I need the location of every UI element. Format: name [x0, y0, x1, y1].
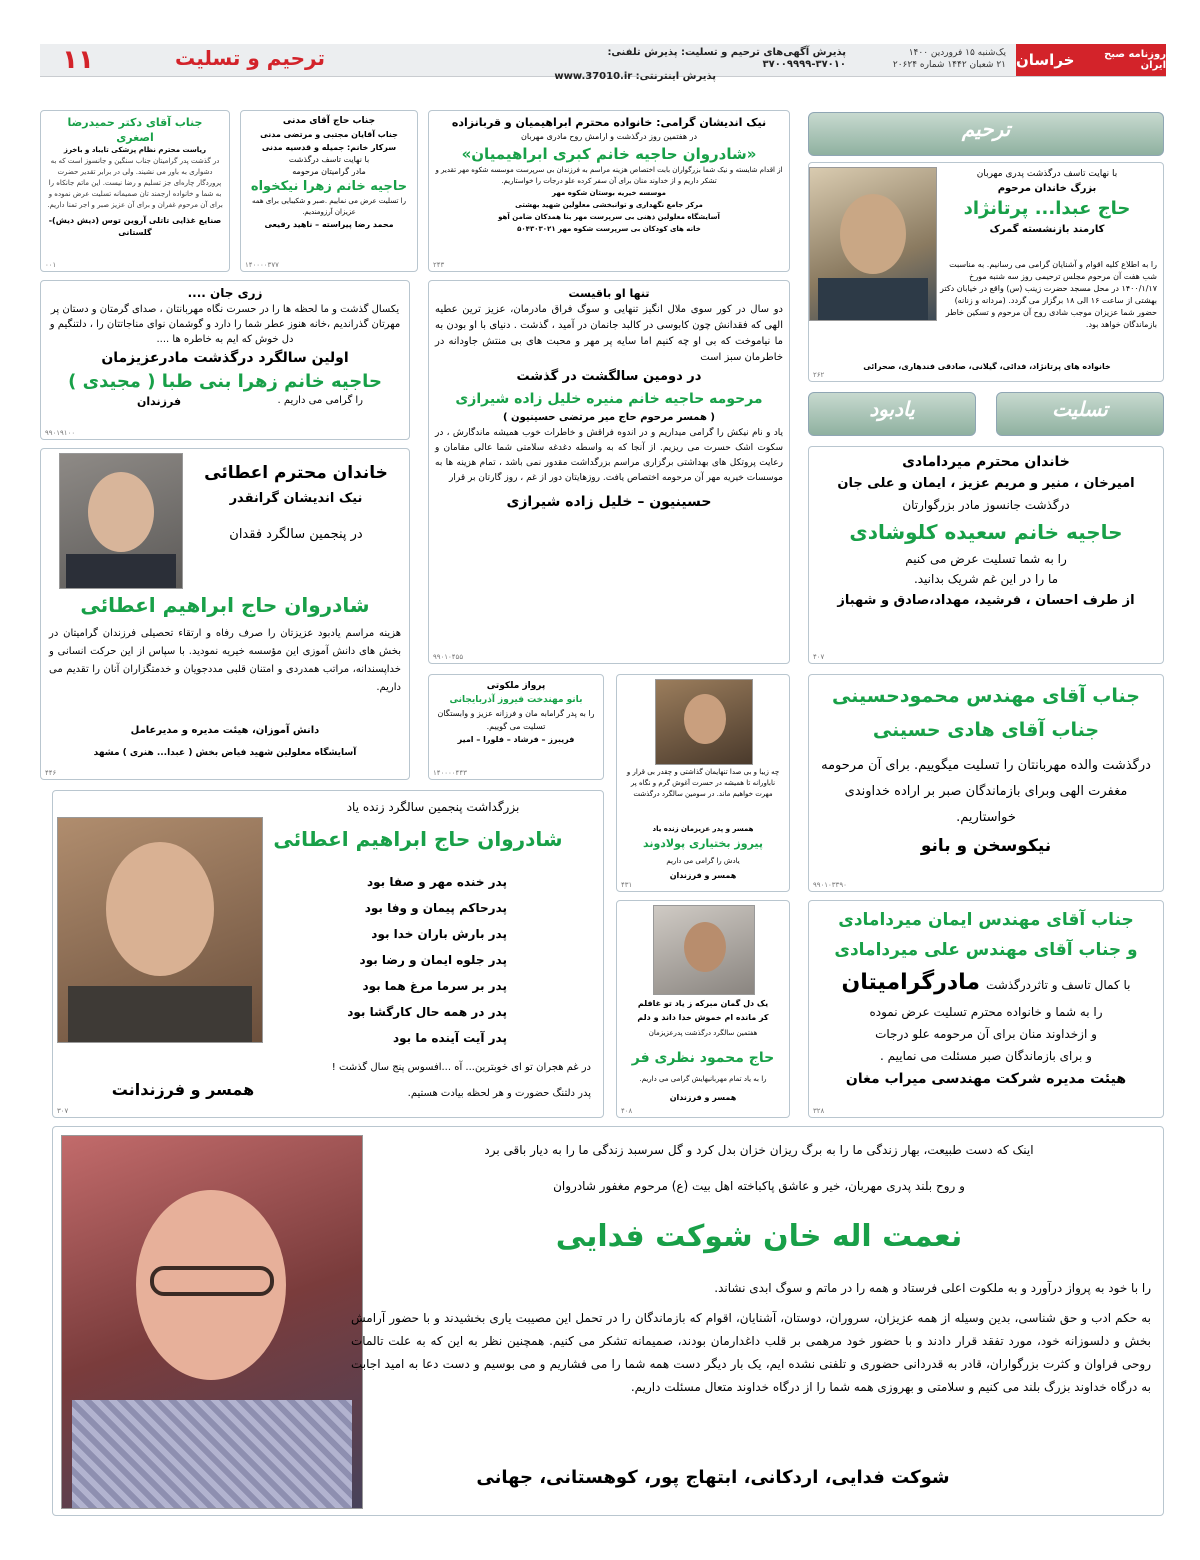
- ad-ebrahimian-body: از اقدام شایسته و نیک شما بزرگواران بابت اختصاص هزینه مراسم به فرزندان بی سرپرست موسسه شکوه مهر تقدیر و تشکر داریم و از خداوند منان برای آن سفر کرده علو درجات را خواستاریم.: [435, 166, 783, 185]
- ad-asghari-sign: صنایع غذایی تاتلی آروین توس (دیش دیش)- گلستانی: [48, 216, 222, 237]
- ad-etaei-2-sign: همسر و فرزندانت: [111, 1080, 255, 1099]
- ad-mirdamadi-line3: با کمال تاسف و تاثردرگذشت: [986, 978, 1131, 992]
- portrait-face: [684, 694, 726, 744]
- ad-asghari-body: در گذشت پدر گرامیتان جناب سنگین و جانسوز است که به دشواری به باور می نشیند. ولی در برابر تقدیر حضرت پروردگار چاره‌ای جز تسلیم و رضا نیست. این ماتم جانکاه را به شما و خانواده ارجمند تان صمیمانه تسلیت عرض نموده و برای آن مرحوم غفران و برای آن عزیز صبر و اجر تمنا داریم.: [47, 157, 223, 209]
- portrait-face: [840, 194, 906, 274]
- ad-nazari-sign: همسر و فرزندان: [669, 1093, 737, 1102]
- brand-name: خراسان: [1016, 51, 1075, 69]
- ad-etaei-2-line2: در غم هجران تو ای خوبترین... آه ...افسوس پنج سال گذشت !: [331, 1062, 591, 1073]
- ad-fadaei: [52, 1126, 1164, 1516]
- ad-mirdamadi-line2: و جناب آقای مهندس علی میردامادی: [834, 940, 1138, 960]
- ad-hosseini-body: درگذشت والده مهربانتان را تسلیت میگوییم. برای آن مرحومه مغفرت الهی وبرای بازماندگان صبر بر اراده خداوندی خواستاریم.: [821, 758, 1151, 825]
- ad-etaei-2-name: شادروان حاج ابراهیم اعطائی: [273, 827, 563, 851]
- ad-etaei-1: [40, 448, 410, 780]
- ad-bani-taba: [40, 280, 410, 440]
- ad-portanzad-sign: خانواده های پرتانژاد، فدائی، گیلانی، صادقی فندهاری، صحرائی: [863, 362, 1111, 371]
- ad-azarbaijani-header: پرواز ملکوتی: [486, 681, 546, 691]
- ad-shirazi-body: دو سال در کور سوی ملال انگیز تنهایی و سوگ فراق مادرمان، عزیز ترین عطیه الهی که فقدانش چون کابوسی در کالبد جانمان در آمید ، گذشت . دنیای با او بودن به ما نیاموخت که بی او چه کنیم اما سایه پر مهر و محبت های بی منتش جاودانه در خاطرمان سبز است: [435, 304, 783, 363]
- date-line-2: ۲۱ شعبان ۱۴۴۲ شماره ۲۰۶۲۴: [892, 60, 1006, 70]
- ad-portanzad-body: را به اطلاع کلیه اقوام و آشنایان گرامی می رسانیم. به مناسبت شب هفت آن مرحوم مجلس ترحیمی روز سه شنبه مورخ ۱۴۰۰/۱/۱۷ در محل مسجد حضرت زینب (س) واقع در خیابان دکتر بهشتی از ساعت ۱۶ الی ۱۸ برگزار می گردد. (مردانه و زنانه) حضور شما عزیزان موجب شادی روح آن مرحوم و تسکین خاطر بازماندگان خواهد بود.: [940, 260, 1157, 329]
- yadbood-banner-label: یادبود: [869, 397, 915, 421]
- ad-bani-taba-body: یکسال گذشت و ما لحظه ها را در حسرت نگاه مهربانتان ، صدای گرمتان و دستان پر مهرتان گذراندیم ،خانه هنوز عطر شما را دارد و گوشمان نوای مناجاتتان را ، دلتنگیم و دل خوش که ایم به خاطره ها ....: [49, 304, 401, 345]
- ad-code: ۹۹۰۱۹۱۰۰: [45, 429, 76, 437]
- portrait-photo: [655, 679, 753, 765]
- ad-kolushadi-line3: درگذشت جانسوز مادر بزرگوارتان: [902, 498, 1070, 512]
- ad-mirdamadi-body-1: را به شما و خانواده محترم تسلیت عرض نموده: [869, 1005, 1103, 1019]
- ad-kolushadi-name: حاجیه خانم سعیده کلوشادی: [849, 520, 1123, 544]
- ad-nikkhah-line2: جناب آقایان مجتبی و مرتضی مدنی: [260, 130, 398, 139]
- ad-nikkhah-name: حاجیه خانم زهرا نیکخواه: [250, 179, 408, 194]
- ad-kolushadi-line1: خاندان محترم میردامادی: [902, 454, 1070, 470]
- ad-ebrahimian-sign4: خانه های کودکان بی سرپرست شکوه مهر ۵۰۴۳۰۳۰۲۱: [517, 225, 701, 233]
- ad-ebrahimian-line2: در هفتمین روز درگذشت و ارامش روح مادری مهربان: [520, 132, 698, 141]
- ad-kolushadi-line4: را به شما تسلیت عرض می کنیم: [905, 552, 1067, 566]
- ad-fadaei-intro1: اینک که دست طبیعت، بهار زندگی ما را به برگ ریزان خزان بدل کرد و گل سرسبد زندگی ما را به دیار باقی برد: [484, 1143, 1034, 1157]
- ad-fadaei-intro2: و روح بلند پدری مهربان، خیر و عاشق پاکباخته اهل بیت (ع) مرحوم مغفور شادروان: [553, 1179, 965, 1193]
- ad-nikkhah-line3: سرکار خانم: جمیله و قدسیه مدنی: [261, 143, 397, 152]
- ad-nikkhah-line4: با نهایت تاسف درگذشت: [288, 155, 370, 164]
- ad-hosseini-line2: جناب آقای هادی حسینی: [872, 719, 1100, 741]
- advert-phone: پذیرش آگهی‌های ترحیم و تسلیت: پذیرش تلفنی: ۳۷۰۱۰-۳۷۰۰۹۹۹۹: [607, 47, 846, 70]
- ad-etaei-2-line3: پدر دلتنگ حضورت و هر لحظه بیادت هستیم.: [407, 1088, 591, 1099]
- ad-code: ۱۴۰۰۰۰۴۴۳: [433, 769, 467, 777]
- ad-etaei-2-line1: بزرگداشت پنجمین سالگرد زنده یاد: [346, 800, 520, 814]
- portrait-photo: [57, 817, 263, 1043]
- ad-code: ۴۰۷: [813, 653, 825, 661]
- section-title: ترحیم و تسلیت: [175, 46, 325, 70]
- ad-asghari: [40, 110, 230, 272]
- page-number: ۱۱: [62, 45, 94, 75]
- ad-ebrahimian-sign3: آسایشگاه معلولین ذهنی بی سرپرست مهر بنا همدکان ضامن آهو: [498, 213, 720, 221]
- portrait-glasses: [150, 1266, 274, 1296]
- ad-code: ۴۰۸: [621, 1107, 633, 1115]
- ad-bani-taba-sign: فرزندان: [137, 395, 182, 408]
- ad-fadaei-sign1: شوکت فدایی، اردکانی، ابتهاج پور، کوهستانی، جهانی: [476, 1467, 950, 1488]
- ad-portanzad-name: حاج عبدا... پرتانژاد: [963, 198, 1131, 219]
- ad-mirdamadi-name: مادرگرامیتان: [841, 970, 980, 995]
- ad-shirazi-sign: حسینیون – خلیل زاده شیرازی: [506, 494, 712, 510]
- ad-bani-taba-line: اولین سالگرد درگذشت مادرعزیزمان: [101, 350, 349, 366]
- ad-etaei-2: [52, 790, 604, 1118]
- tarhim-banner-label: ترحیم: [961, 117, 1011, 141]
- ad-nikkhah: [240, 110, 418, 272]
- ad-nikkhah-sign: محمد رضا پیراسته – ناهید رفیعی: [264, 220, 394, 229]
- ad-nazari-name: حاج محمود نظری فر: [631, 1050, 775, 1066]
- ad-code: ۱۴۰۰۰۰۳۷۷: [245, 261, 279, 269]
- ad-kolushadi-line2: امیرخان ، منیر و مریم عزیز ، ایمان و علی جان: [837, 476, 1135, 491]
- ad-shirazi-spouse: ( همسر مرحوم حاج میر مرتضی حسینیون ): [503, 412, 715, 423]
- ad-nikkhah-line1: جناب حاج آقای مدنی: [282, 116, 376, 126]
- portrait-jacket: [72, 1400, 352, 1508]
- ad-etaei-1-body: هزینه مراسم یادبود عزیزتان را صرف رفاه و ارتقاء تحصیلی فرزندان گرامیتان در بخش های دانش آموزی این مؤسسه خیریه نمودید. با سپاس از این حرکت انسانی و خداپسندانه، مراتب همدردی و امتنان قلبی مددجویان و خدمتگزاران آنان را تقدیم می داریم.: [49, 628, 401, 693]
- ad-ebrahimian-sign1: موسسه خیریه بوستان شکوه مهر: [552, 189, 666, 197]
- ad-portanzad-title: کارمند بازنشسته گمرک: [989, 224, 1105, 235]
- portrait-face: [684, 922, 726, 972]
- ad-ebrahimian: [428, 110, 790, 272]
- ad-etaei-1-sign1: دانش آموزان، هیئت مدیره و مدیرعامل: [130, 725, 320, 736]
- ad-code: ۰۰۱: [45, 261, 57, 269]
- ad-portanzad-line1: بزرگ خاندان مرحوم: [997, 183, 1097, 194]
- ad-azarbaijani-name: بانو مهندخت فیروز آذربایجانی: [449, 695, 583, 705]
- ad-nazari: [616, 900, 790, 1118]
- ad-hosseini-sign: نیکوسخن و بانو: [920, 836, 1052, 856]
- ad-mirdamadi-body-2: و ازخداوند منان برای آن مرحومه علو درجات: [875, 1027, 1097, 1041]
- ad-code: ۴۴۶: [45, 769, 57, 777]
- portrait-photo: [653, 905, 755, 995]
- ad-bani-taba-header: زری جان ....: [187, 286, 263, 300]
- ad-nikkhah-body: را تسلیت عرض می نماییم .صبر و شکیبایی برای همه عزیزان آرزومندیم.: [252, 197, 406, 216]
- ad-azarbaijani-body: را به پدر گرامابه مان و فرزانه عزیز و وابستگان تسلیت می گوییم.: [437, 709, 595, 731]
- ad-fadaei-name: نعمت اله خان شوکت فدایی: [555, 1219, 963, 1254]
- page-header: [40, 44, 1166, 82]
- portrait-photo: [61, 1135, 363, 1509]
- portrait-photo: [809, 167, 937, 321]
- poem-line: پدر بر سرما مرغ هما بود: [362, 979, 507, 993]
- ad-mirdamadi-sign: هیئت مدیره شرکت مهندسی میراب مغان: [845, 1071, 1127, 1087]
- date-line-1: یک‌شنبه ۱۵ فروردین ۱۴۰۰: [908, 48, 1006, 58]
- ad-poladvand-name: پیروز بختیاری پولادوند: [642, 837, 764, 850]
- ad-etaei-1-line1: خاندان محترم اعطائی: [204, 463, 388, 483]
- ad-bani-taba-tail: را گرامی می داریم .: [277, 395, 363, 406]
- advert-web: پذیرش اینترنتی: www.37010.ir: [554, 71, 716, 82]
- ad-etaei-1-name: شادروان حاج ابراهیم اعطائی: [80, 593, 370, 617]
- ad-shirazi-line: در دومین سالگشت در گذشت: [516, 369, 702, 384]
- tasliat-banner-label: تسلیت: [1052, 397, 1108, 421]
- ad-nikkhah-line5: مادر گرامیتان مرحومه: [292, 167, 366, 176]
- ad-code: ۴۳۱: [621, 881, 633, 889]
- ad-ebrahimian-sign2: مرکز جامع نگهداری و توانبخشی معلولین شهید بهشتی: [515, 201, 703, 209]
- ad-azarbaijani-sign: فریبرز – فرشاد – فلورا – امیر: [457, 735, 575, 744]
- ad-poladvand-body: چه زیبا و بی صدا تنهایمان گذاشتی و چقدر بی قرار و ناباورانه تا همیشه در حسرت آغوش گرم و نگاه پر مهرت خواهیم ماند. در سومین سالگرد درگذشت: [626, 768, 780, 798]
- ad-azarbaijani: [428, 674, 604, 780]
- ad-asghari-title: جناب آقای دکتر حمیدرضا اصغری: [67, 116, 203, 144]
- poem-line: پدرحاکم پیمان و وفا بود: [364, 901, 507, 915]
- ad-kolushadi-sign: از طرف احسان ، فرشید، مهداد،صادق و شهباز: [837, 593, 1135, 608]
- ad-nazari-body: را به یاد تمام مهربانیهایش گرامی می داریم.: [639, 1075, 767, 1083]
- ad-portanzad-intro: با نهایت تاسف درگذشت پدری مهربان: [976, 169, 1118, 179]
- poem-line: پدر خنده مهر و صفا بود: [367, 875, 507, 889]
- portrait-photo: [59, 453, 183, 589]
- poem-line: پدر آیت آینده ما بود: [392, 1031, 507, 1045]
- ad-bani-taba-name: حاجیه خانم زهرا بنی طبا ( مجیدی ): [68, 371, 382, 392]
- ad-ebrahimian-name: «شادروان حاجیه خانم کبری ابراهیمیان»: [461, 145, 757, 163]
- ad-hosseini-line1: جناب آقای مهندس محمودحسینی: [832, 685, 1140, 707]
- ad-fadaei-body2: به حکم ادب و حق شناسی، بدین وسیله از همه عزیزان، سروران، دوستان، آشنایان، اقوام که بازماندگان را در تحمل این مصیبت یاری بخشیدند و با حضور آرامش بخش و دلسوزانه خود، مورد تفقد قرار دادند و با حضور خود مرهمی بر قلب داغدارمان بودند، صمیمانه تشکر می کنیم. همچنین نظر به این که به علت تالمات روحی فراوان و کثرت بزرگواران، قادر به قدردانی حضوری و تلفنی نشده ایم، یک بار دیگر دست همه شما را می فشاریم و می بوسیم و دست دعا به امید اجابت به درگاه خداوند بزرگ بلند می کنیم و سلامتی و بهروزی همه شما را از درگاه خداوند متعال مسئلت داریم.: [351, 1311, 1151, 1394]
- ad-ebrahimian-line1: نیک اندیشان گرامی: خانواده محترم ابراهیمیان و قربانزاده: [451, 116, 767, 129]
- ad-portanzad: [808, 162, 1164, 382]
- ad-nazari-line: هفتمین سالگرد درگذشت پدرعزیزمان: [648, 1029, 758, 1037]
- ad-kolushadi: [808, 446, 1164, 664]
- issue-date: [866, 47, 1006, 71]
- tasliat-banner: [996, 392, 1164, 436]
- portrait-jacket: [66, 554, 176, 588]
- ad-hosseini: [808, 674, 1164, 892]
- ad-etaei-1-line3: در پنجمین سالگرد فقدان: [229, 527, 363, 542]
- ad-etaei-1-line2: نیک اندیشان گرانقدر: [229, 491, 363, 506]
- brand-logo: [1016, 44, 1166, 76]
- ad-nazari-verse1: یک دل گمان مبرکه ز یاد تو غافلم: [637, 999, 769, 1008]
- ad-code: ۹۹۰۱۰۴۵۵: [433, 653, 464, 661]
- ad-etaei-2-poem: [307, 869, 507, 1051]
- portrait-shirt: [818, 278, 928, 320]
- portrait-jacket: [68, 986, 252, 1042]
- ad-code: ۲۶۲: [813, 371, 825, 379]
- ad-poladvand-sign: همسر و فرزندان: [669, 871, 737, 880]
- ad-mirdamadi-body-3: و برای بازماندگان صبر مسئلت می نماییم .: [880, 1049, 1092, 1063]
- ad-shirazi-name: مرحومه حاجیه خانم منیره خلیل زاده شیرازی: [455, 391, 763, 407]
- portrait-face: [106, 842, 214, 976]
- portrait-face: [88, 472, 154, 552]
- ad-shirazi-header: تنها او باقیست: [568, 287, 650, 300]
- poem-line: پدر جلوه ایمان و رضا بود: [359, 953, 507, 967]
- poem-line: پدر در همه حال کارگشا بود: [347, 1005, 507, 1019]
- ad-poladvand-tail: یادش را گرامی می داریم: [666, 857, 740, 865]
- advert-info: [546, 47, 846, 83]
- ad-code: ۹۹۰۱۰۳۳۹۰: [813, 881, 847, 889]
- poem-line: پدر بارش باران خدا بود: [371, 927, 507, 941]
- yadbood-banner: [808, 392, 976, 436]
- ad-nazari-verse2: کر مانده ام خموش خدا داند و دلم: [637, 1013, 769, 1022]
- ad-mirdamadi: [808, 900, 1164, 1118]
- ad-shirazi-body2: یاد و نام نیکش را گرامی میداریم و در اندوه فراقش و خاطرات خوب همیشه ماندگارش ، در سکوت اشک حسرت می ریزیم. از آنجا که به واسطه دغدغه سلامتی شما عالی مقامان و رعایت پروتکل های بهداشتی برگزاری مراسم بزرگداشت مقدور نمی باشد ، تمام هزینه ها به موسسات خیریه مهر آن مرحومه اختصاص یافت. روزهایتان دور از غم ، روز گارتان بر قرار: [435, 428, 783, 483]
- tarhim-banner: [808, 112, 1164, 156]
- ad-mirdamadi-line1: جناب آقای مهندس ایمان میردامادی: [838, 910, 1134, 930]
- ad-code: ۳۲۸: [813, 1107, 825, 1115]
- brand-subtitle: روزنامه صبح ایران: [1104, 49, 1166, 71]
- ad-asghari-subtitle: ریاست محترم نظام پزشکی تایباد و باخرز: [63, 146, 207, 154]
- ad-etaei-1-sign2: آسایشگاه معلولین شهید فیاض بخش ( عبدا... هنری ) مشهد: [93, 748, 357, 758]
- ad-code: ۳۰۷: [57, 1107, 69, 1115]
- ad-kolushadi-line5: ما را در این غم شریک بدانید.: [913, 572, 1059, 586]
- ad-fadaei-body1: را با خود به پرواز درآورد و به ملکوت اعلی فرستاد و همه را در ماتم و سوگ ابدی نشاند.: [714, 1281, 1151, 1295]
- ad-poladvand: [616, 674, 790, 892]
- ad-poladvand-line: همسر و پدر عزیزمان زنده یاد: [652, 825, 754, 833]
- ad-code: ۲۴۳: [433, 261, 445, 269]
- ad-shirazi: [428, 280, 790, 664]
